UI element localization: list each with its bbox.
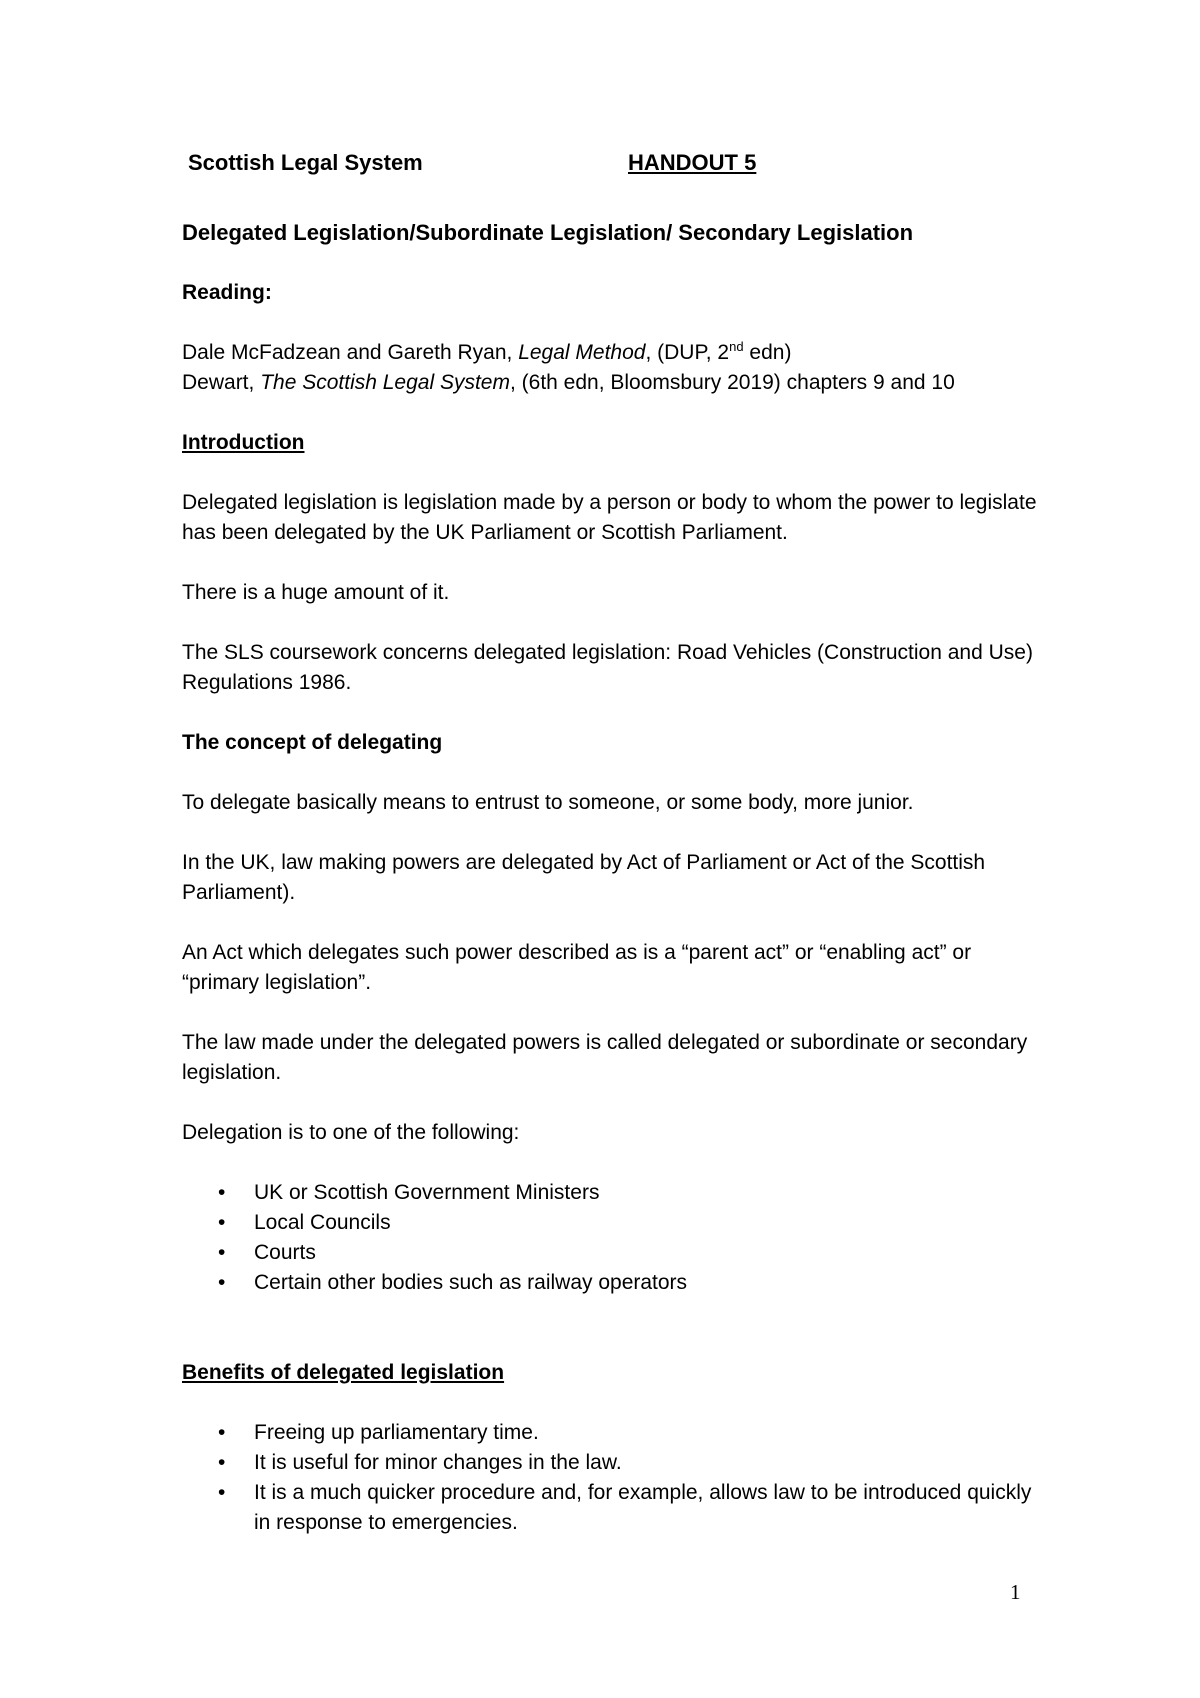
- page-number: 1: [1010, 1580, 1021, 1604]
- list-item-text: Freeing up parliamentary time.: [254, 1421, 539, 1444]
- bullet-icon: •: [218, 1181, 226, 1204]
- intro-paragraph-3: The SLS coursework concerns delegated legislation: Road Vehicles (Construction and Use) Regulations 1986.: [182, 641, 1033, 694]
- list-item: [218, 1448, 1042, 1478]
- list-item-text: Courts: [254, 1241, 316, 1264]
- delegation-list: [182, 1178, 1042, 1298]
- ref1-edition: edn): [743, 341, 792, 364]
- bullet-icon: •: [218, 1211, 226, 1234]
- concept-paragraph-5: Delegation is to one of the following:: [182, 1121, 520, 1144]
- list-item: [218, 1178, 1042, 1208]
- list-item: [218, 1238, 1042, 1268]
- list-item-text: Local Councils: [254, 1211, 391, 1234]
- concept-heading: The concept of delegating: [182, 731, 443, 754]
- ref2-book-title: The Scottish Legal System: [260, 371, 510, 394]
- reading-list: [182, 338, 1042, 398]
- bullet-icon: •: [218, 1271, 226, 1294]
- ref2-author: Dewart,: [182, 371, 261, 394]
- page-title: Delegated Legislation/Subordinate Legislation/ Secondary Legislation: [182, 220, 914, 245]
- ref2-details: , (6th edn, Bloomsbury 2019) chapters 9 and 10: [509, 371, 955, 394]
- ref1-authors: Dale McFadzean and Gareth Ryan,: [182, 341, 519, 364]
- ref1-publisher: , (DUP, 2: [645, 341, 730, 364]
- list-item-text: Certain other bodies such as railway operators: [254, 1271, 688, 1294]
- intro-paragraph-2: There is a huge amount of it.: [182, 581, 450, 604]
- document-header: [182, 148, 1042, 178]
- concept-paragraph-4: The law made under the delegated powers is called delegated or subordinate or secondary legislation.: [182, 1031, 1028, 1084]
- bullet-icon: •: [218, 1451, 226, 1474]
- ref1-ordinal-suffix: nd: [729, 339, 744, 354]
- bullet-icon: •: [218, 1481, 226, 1504]
- bullet-icon: •: [218, 1241, 226, 1264]
- reading-reference-2: [182, 368, 1042, 398]
- list-item: [218, 1208, 1042, 1238]
- benefits-list: [182, 1418, 1042, 1538]
- list-item: [218, 1268, 1042, 1298]
- introduction-heading: Introduction: [182, 431, 305, 454]
- ref1-book-title: Legal Method: [518, 341, 646, 364]
- handout-number: HANDOUT 5: [628, 150, 757, 175]
- reading-reference-1: [182, 338, 1042, 368]
- concept-paragraph-1: To delegate basically means to entrust to someone, or some body, more junior.: [182, 791, 914, 814]
- list-item: [218, 1478, 1042, 1538]
- list-item-text: UK or Scottish Government Ministers: [254, 1181, 600, 1204]
- concept-paragraph-3: An Act which delegates such power described as is a “parent act” or “enabling act” or “primary legislation”.: [182, 941, 972, 994]
- course-title: Scottish Legal System: [188, 150, 423, 175]
- benefits-heading: Benefits of delegated legislation: [182, 1361, 505, 1384]
- bullet-icon: •: [218, 1421, 226, 1444]
- list-item: [218, 1418, 1042, 1448]
- list-item-text: It is useful for minor changes in the law.: [254, 1451, 622, 1474]
- intro-paragraph-1: Delegated legislation is legislation made by a person or body to whom the power to legislate has been delegated by the UK Parliament or Scottish Parliament.: [182, 491, 1037, 544]
- document-body: [182, 148, 1042, 1538]
- reading-label: Reading:: [182, 281, 272, 304]
- concept-paragraph-2: In the UK, law making powers are delegated by Act of Parliament or Act of the Scottish Parliament).: [182, 851, 986, 904]
- list-item-text: It is a much quicker procedure and, for example, allows law to be introduced quickly in response to emergencies.: [254, 1481, 1032, 1534]
